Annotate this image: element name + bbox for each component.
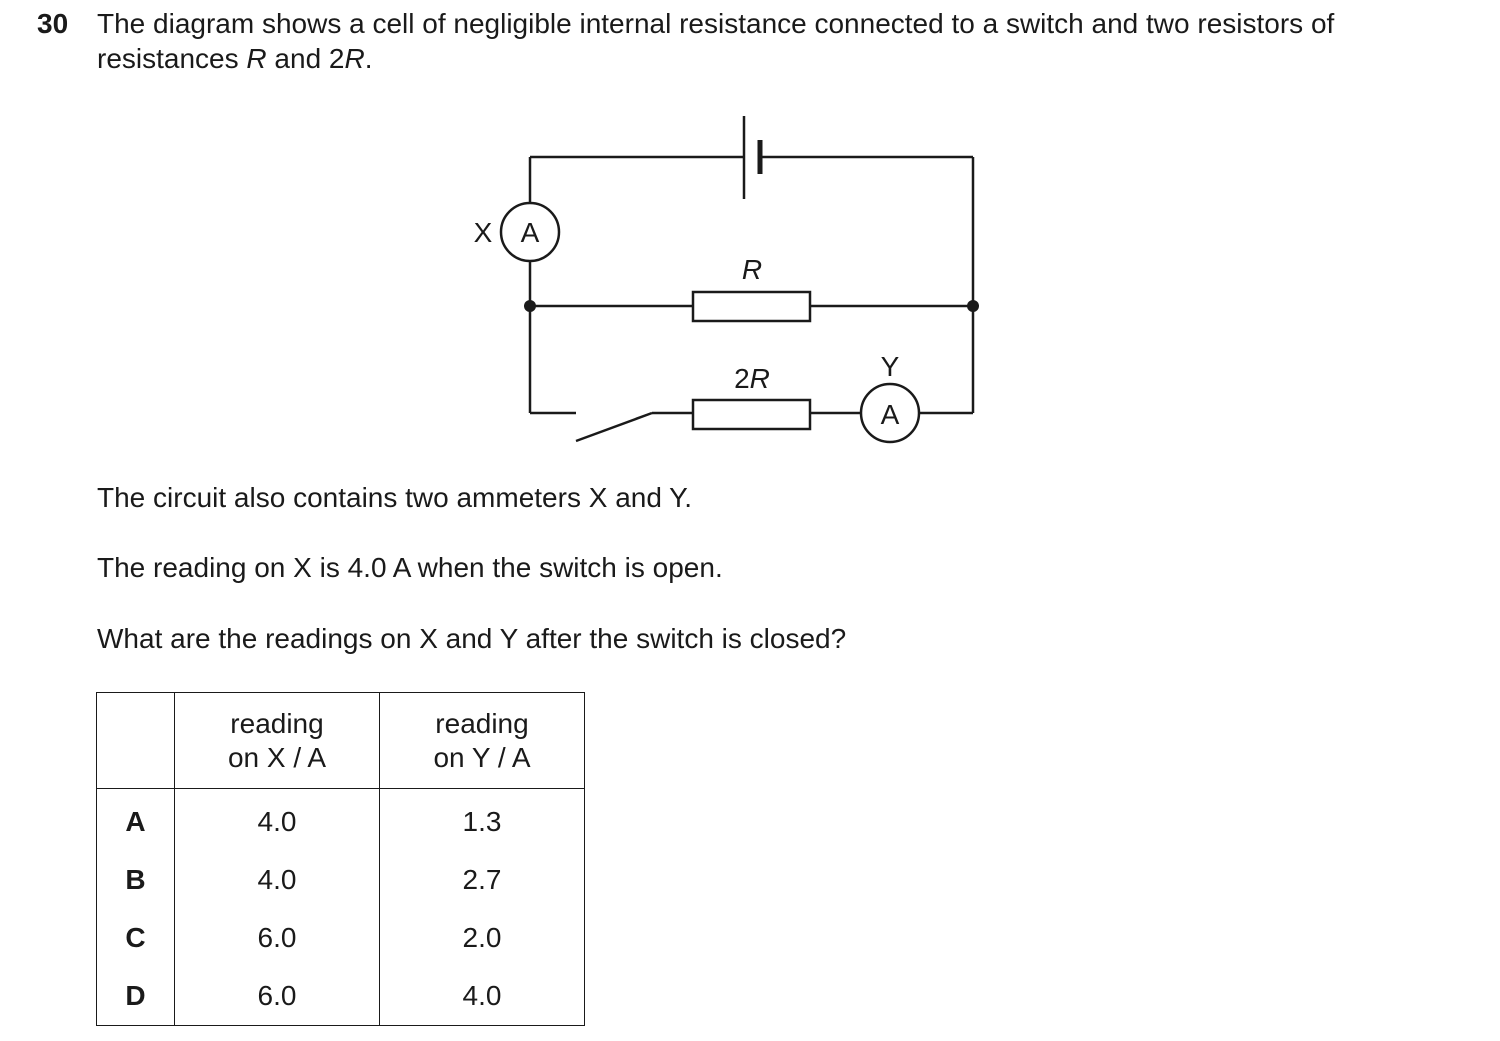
resistor-r-label: R <box>741 254 763 285</box>
table-header-row <box>97 693 585 789</box>
option-label: A <box>97 789 175 852</box>
reading-x: 6.0 <box>175 967 380 1026</box>
junction-right <box>967 300 979 312</box>
circuit-diagram <box>0 0 1500 480</box>
question-number: 30 <box>37 8 69 39</box>
ammeter-y-symbol: A <box>880 399 900 430</box>
table-row <box>97 851 585 909</box>
ammeter-x-symbol: A <box>520 217 540 248</box>
reading-y: 2.0 <box>380 909 585 967</box>
header-reading-y <box>380 693 585 789</box>
reading-y: 1.3 <box>380 789 585 852</box>
symbol-r: R <box>246 43 267 74</box>
table-row <box>97 909 585 967</box>
table-row <box>97 967 585 1026</box>
header-x-line1: reading <box>230 707 324 739</box>
cell-symbol <box>744 116 760 199</box>
reading-x: 6.0 <box>175 909 380 967</box>
table-row <box>97 789 585 852</box>
reading-x: 4.0 <box>175 789 380 852</box>
option-label: C <box>97 909 175 967</box>
reading-y: 4.0 <box>380 967 585 1026</box>
header-option <box>97 693 175 789</box>
header-x-line2: on X / A <box>227 741 327 773</box>
reading-x: 4.0 <box>175 851 380 909</box>
ammeter-x-label: X <box>473 217 493 248</box>
paragraph-ammeters: The circuit also contains two ammeters X and Y. <box>97 482 693 513</box>
switch-symbol <box>576 413 652 441</box>
resistor-r <box>693 292 810 321</box>
resistor-2r-label <box>734 363 770 394</box>
header-y-line2: on Y / A <box>433 741 531 773</box>
symbol-r-2: R <box>344 43 365 74</box>
option-label: B <box>97 851 175 909</box>
resistor-2r <box>693 400 810 429</box>
header-reading-x <box>175 693 380 789</box>
ammeter-y-label: Y <box>880 351 900 382</box>
answer-table <box>96 692 585 1026</box>
resistor-2r-symbol: R <box>749 363 770 394</box>
junction-left <box>524 300 536 312</box>
stem-text: The diagram shows a cell of negligible internal resistance connected to a switch and two resistors of resistances <box>97 8 1335 74</box>
paragraph-reading: The reading on X is 4.0 A when the switch is open. <box>97 552 723 583</box>
stem-and: and 2 <box>266 43 345 74</box>
option-label: D <box>97 967 175 1026</box>
stem-end: . <box>364 43 373 74</box>
resistor-2r-prefix: 2 <box>734 363 750 394</box>
header-y-line1: reading <box>435 707 529 739</box>
reading-y: 2.7 <box>380 851 585 909</box>
paragraph-question: What are the readings on X and Y after the switch is closed? <box>97 623 847 654</box>
